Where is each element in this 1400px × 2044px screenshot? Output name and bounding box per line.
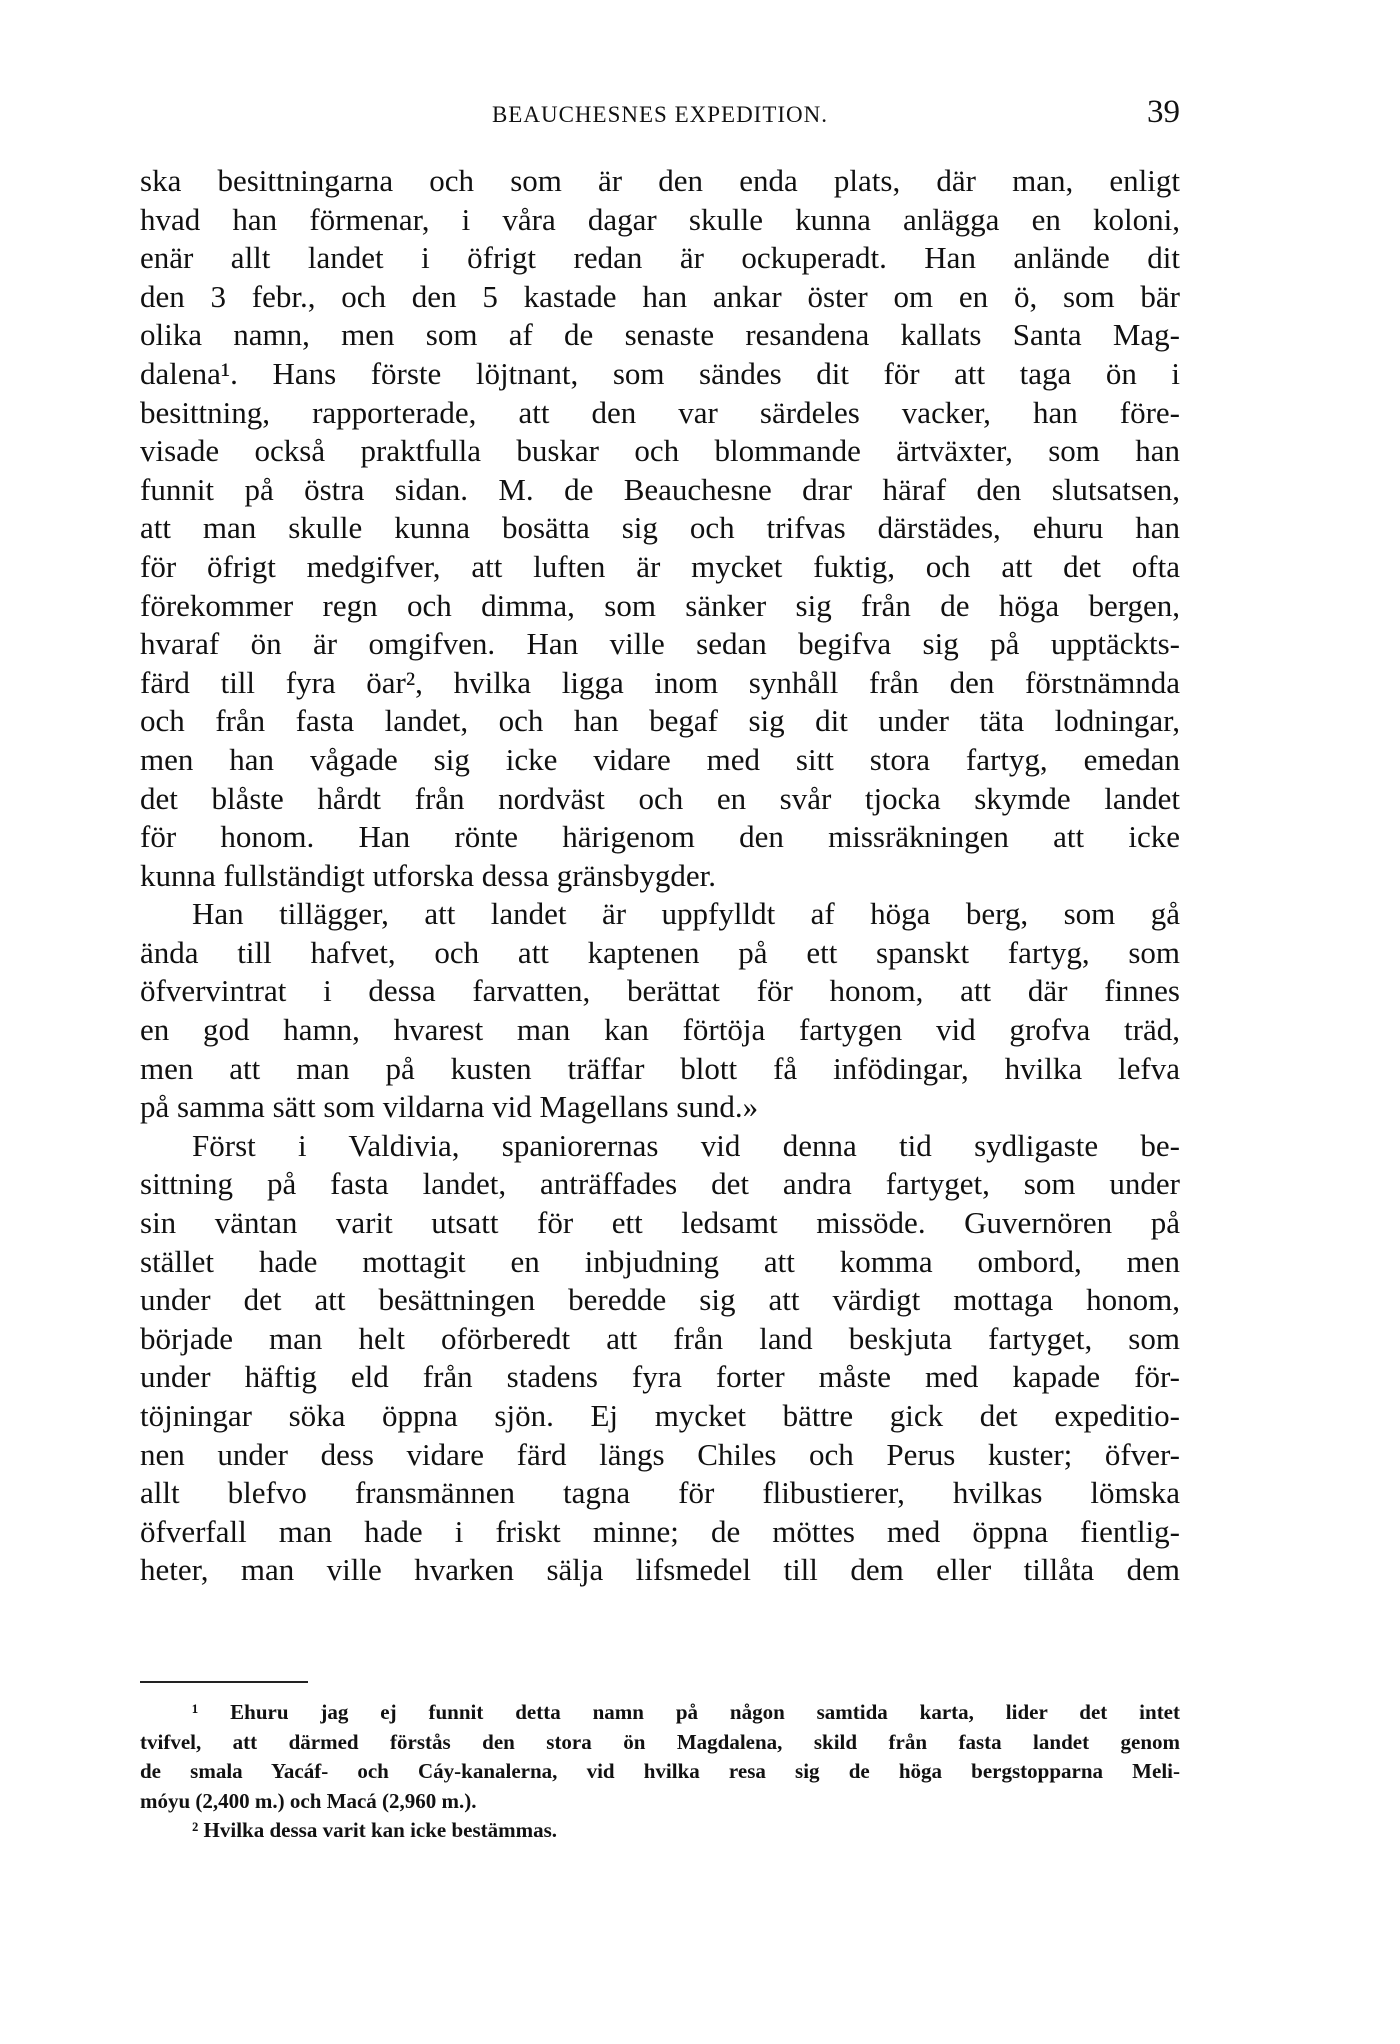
text-line: Först i Valdivia, spaniorernas vid denna tid sydligaste be-	[192, 1127, 1180, 1163]
text-line: men att man på kusten träffar blott få infödingar, hvilka lefva	[140, 1050, 1180, 1086]
text-line: stället hade mottagit en inbjudning att komma ombord, men	[140, 1243, 1180, 1279]
text-line: hvaraf ön är omgifven. Han ville sedan begifva sig på upptäckts-	[140, 626, 1180, 662]
page-number: 39	[1147, 94, 1180, 130]
text-line: nen under dess vidare färd längs Chiles och Perus kuster; öfver-	[140, 1436, 1180, 1472]
text-line: töjningar söka öppna sjön. Ej mycket bättre gick det expeditio-	[140, 1398, 1180, 1433]
text-line: började man helt oförberedt att från land beskjuta fartyget, som	[140, 1320, 1180, 1356]
footnote-divider	[140, 1681, 308, 1683]
body-text	[140, 162, 1180, 1590]
text-line: kunna fullständigt utforska dessa gränsbygder.	[140, 857, 716, 893]
footnote-line: ² Hvilka dessa varit kan icke bestämmas.	[192, 1818, 558, 1842]
text-line: ska besittningarna och som är den enda plats, där man, enligt	[140, 163, 1180, 198]
text-line: besittning, rapporterade, att den var särdeles vacker, han före-	[140, 394, 1180, 430]
text-line: öfverfall man hade i friskt minne; de möttes med öppna fientlig-	[140, 1513, 1180, 1549]
footnote-line: móyu (2,400 m.) och Macá (2,960 m.).	[140, 1788, 477, 1813]
text-line: sittning på fasta landet, anträffades det andra fartyget, som under	[140, 1166, 1180, 1202]
text-line: ända till hafvet, och att kaptenen på ett spanskt fartyg, som	[140, 934, 1180, 970]
text-line: men han vågade sig icke vidare med sitt stora fartyg, emedan	[140, 741, 1180, 777]
text-line: och från fasta landet, och han begaf sig dit under täta lodningar,	[140, 703, 1180, 739]
text-line: Han tillägger, att landet är uppfylldt af höga berg, som gå	[192, 896, 1180, 932]
text-line: allt blefvo fransmännen tagna för flibustierer, hvilkas lömska	[140, 1475, 1180, 1511]
footnotes	[140, 1698, 1180, 1846]
text-line: öfvervintrat i dessa farvatten, berättat för honom, att där finnes	[140, 973, 1180, 1009]
text-line: det blåste hårdt från nordväst och en svår tjocka skymde landet	[140, 780, 1180, 816]
text-line: enär allt landet i öfrigt redan är ockuperadt. Han anlände dit	[140, 240, 1180, 276]
text-line: en god hamn, hvarest man kan förtöja fartygen vid grofva träd,	[140, 1012, 1180, 1048]
text-line: förekommer regn och dimma, som sänker sig från de höga bergen,	[140, 587, 1180, 623]
text-line: färd till fyra öar², hvilka ligga inom synhåll från den förstnämnda	[140, 664, 1180, 700]
footnote-line: ¹ Ehuru jag ej funnit detta namn på någon samtida karta, lider det intet	[192, 1700, 1180, 1724]
text-line: sin väntan varit utsatt för ett ledsamt missöde. Guvernören på	[140, 1205, 1180, 1241]
text-line: dalena¹. Hans förste löjtnant, som sändes dit för att taga ön i	[140, 355, 1180, 391]
footnote-line: tvifvel, att därmed förstås den stora ön Magdalena, skild från fasta landet genom	[140, 1729, 1180, 1754]
text-line: olika namn, men som af de senaste resandena kallats Santa Mag-	[140, 317, 1180, 353]
text-line: för honom. Han rönte härigenom den missräkningen att icke	[140, 819, 1180, 855]
text-line: den 3 febr., och den 5 kastade han ankar öster om en ö, som bär	[140, 278, 1180, 314]
text-line: på samma sätt som vildarna vid Magellans sund.»	[140, 1089, 759, 1125]
text-line: att man skulle kunna bosätta sig och trifvas därstädes, ehuru han	[140, 510, 1180, 546]
footnote-line: de smala Yacáf- och Cáy-kanalerna, vid hvilka resa sig de höga bergstopparna Meli-	[140, 1759, 1180, 1783]
running-head	[140, 92, 1180, 142]
text-line: funnit på östra sidan. M. de Beauchesne drar häraf den slutsatsen,	[140, 471, 1180, 507]
text-line: heter, man ville hvarken sälja lifsmedel till dem eller tillåta dem	[140, 1552, 1180, 1588]
running-title: BEAUCHESNES EXPEDITION.	[491, 102, 829, 127]
text-line: för öfrigt medgifver, att luften är mycket fuktig, och att det ofta	[140, 548, 1180, 584]
text-line: visade också praktfulla buskar och blommande ärtväxter, som han	[140, 433, 1180, 469]
text-line: hvad han förmenar, i våra dagar skulle kunna anlägga en koloni,	[140, 201, 1180, 237]
text-line: under det att besättningen beredde sig att värdigt mottaga honom,	[140, 1282, 1180, 1318]
text-line: under häftig eld från stadens fyra forter måste med kapade för-	[140, 1359, 1180, 1395]
